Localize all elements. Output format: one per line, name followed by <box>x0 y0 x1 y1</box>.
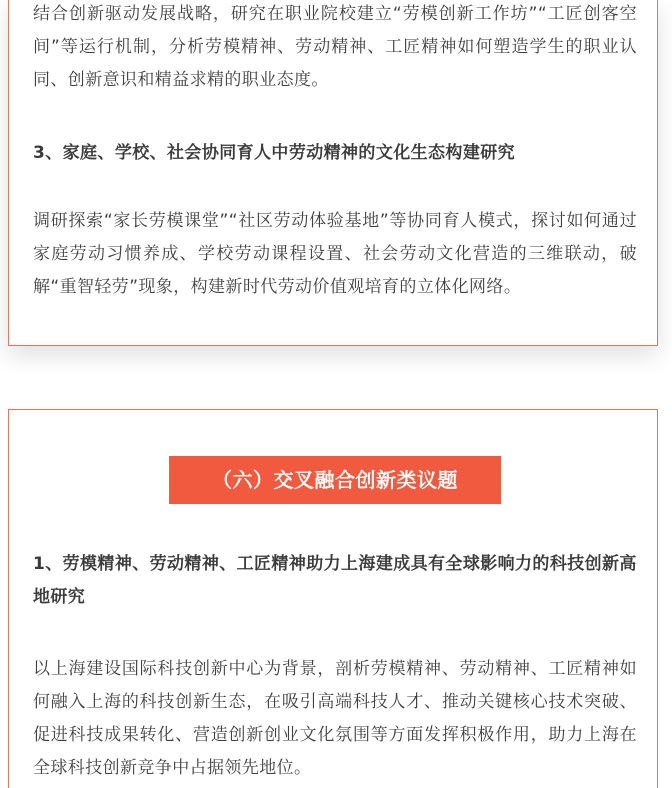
section-six-card <box>8 409 658 788</box>
section-six-banner: （六）交叉融合创新类议题 <box>169 456 501 504</box>
intro-paragraph: 结合创新驱动发展战略，研究在职业院校建立“劳模创新工作坊”“工匠创客空间”等运行机制，分析劳模精神、劳动精神、工匠精神如何塑造学生的职业认同、创新意识和精益求精的职业态度。 <box>33 4 637 90</box>
section-five-card <box>8 0 658 346</box>
topic-1-body: 以上海建设国际科技创新中心为背景，剖析劳模精神、劳动精神、工匠精神如何融入上海的科技创新生态，在吸引高端科技人才、推动关键核心技术突破、促进科技成果转化、营造创新创业文化氛围等方面发挥积极作用，助力上海在全球科技创新竞争中占据领先地位。 <box>33 659 637 778</box>
topic-3-heading: 3、家庭、学校、社会协同育人中劳动精神的文化生态构建研究 <box>33 143 516 163</box>
topic-3-body: 调研探索“家长劳模课堂”“社区劳动体验基地”等协同育人模式，探讨如何通过家庭劳动习惯养成、学校劳动课程设置、社会劳动文化营造的三维联动，破解“重智轻劳”现象，构建新时代劳动价值观培育的立体化网络。 <box>33 211 637 297</box>
topic-1-heading: 1、劳模精神、劳动精神、工匠精神助力上海建成具有全球影响力的科技创新高地研究 <box>33 554 637 607</box>
